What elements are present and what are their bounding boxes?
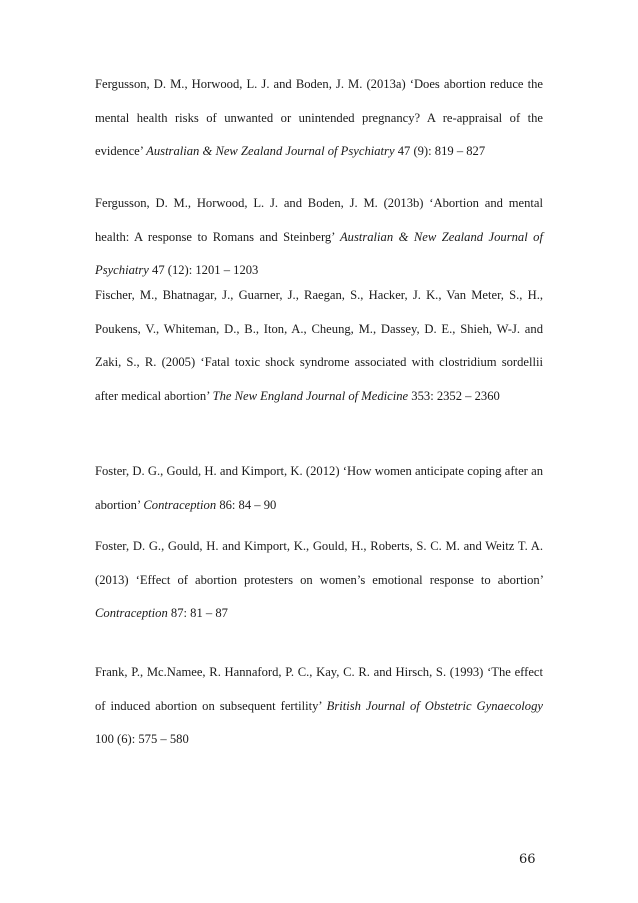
reference-details: 100 (6): 575 – 580 <box>95 732 189 746</box>
reference-details: 47 (12): 1201 – 1203 <box>152 263 259 277</box>
reference-entry <box>95 279 543 413</box>
reference-entry <box>95 530 543 631</box>
reference-journal: Contraception <box>95 606 168 620</box>
reference-authors-year: Fergusson, D. M., Horwood, L. J. and Boden, J. M. (2013b) <box>95 196 424 210</box>
reference-title: ‘How women anticipate coping after an abortion’ <box>95 464 543 512</box>
reference-journal: British Journal of Obstetric Gynaecology <box>326 698 543 713</box>
reference-details: 353: 2352 – 2360 <box>411 388 500 403</box>
reference-entry <box>95 656 543 757</box>
reference-journal: Australian & New Zealand Journal of Psychiatry <box>95 229 543 277</box>
reference-title: ‘Fatal toxic shock syndrome associated with clostridium sordellii after medical abortion’ <box>95 355 543 403</box>
reference-title: ‘Effect of abortion protesters on women’s emotional response to abortion’ <box>135 572 543 587</box>
reference-journal: The New England Journal of Medicine <box>212 388 409 403</box>
reference-title: ‘Does abortion reduce the mental health risks of unwanted or unintended pregnancy? A re-appraisal of the evidence’ <box>95 77 543 158</box>
reference-authors-year: Foster, D. G., Gould, H. and Kimport, K., Gould, H., Roberts, S. C. M. and Weitz T. A. (2013) <box>95 539 543 587</box>
reference-journal: Contraception <box>143 497 217 512</box>
reference-authors-year: Foster, D. G., Gould, H. and Kimport, K. (2012) <box>95 464 340 478</box>
reference-entry <box>95 455 543 522</box>
reference-title: ‘The effect of induced abortion on subsequent fertility’ <box>95 665 543 713</box>
page-number: 66 <box>519 852 536 867</box>
reference-title: ‘Abortion and mental health: A response to Romans and Steinberg’ <box>95 196 543 244</box>
reference-details: 87: 81 – 87 <box>170 606 228 620</box>
reference-details: 47 (9): 819 – 827 <box>397 144 486 158</box>
reference-journal: Australian & New Zealand Journal of Psychiatry <box>146 144 395 158</box>
reference-entry <box>95 187 543 288</box>
reference-authors-year: Fischer, M., Bhatnagar, J., Guarner, J., Raegan, S., Hacker, J. K., Van Meter, S., H., Poukens, V., Whiteman, D., B., Iton, A., Cheung, M., Dassey, D. E., Shieh, W-J. and Zaki, S., R. (2005) <box>95 288 543 369</box>
reference-entry <box>95 68 543 169</box>
reference-authors-year: Frank, P., Mc.Namee, R. Hannaford, P. C., Kay, C. R. and Hirsch, S. (1993) <box>95 665 484 679</box>
reference-authors-year: Fergusson, D. M., Horwood, L. J. and Boden, J. M. (2013a) <box>95 77 406 91</box>
reference-details: 86: 84 – 90 <box>219 497 277 512</box>
